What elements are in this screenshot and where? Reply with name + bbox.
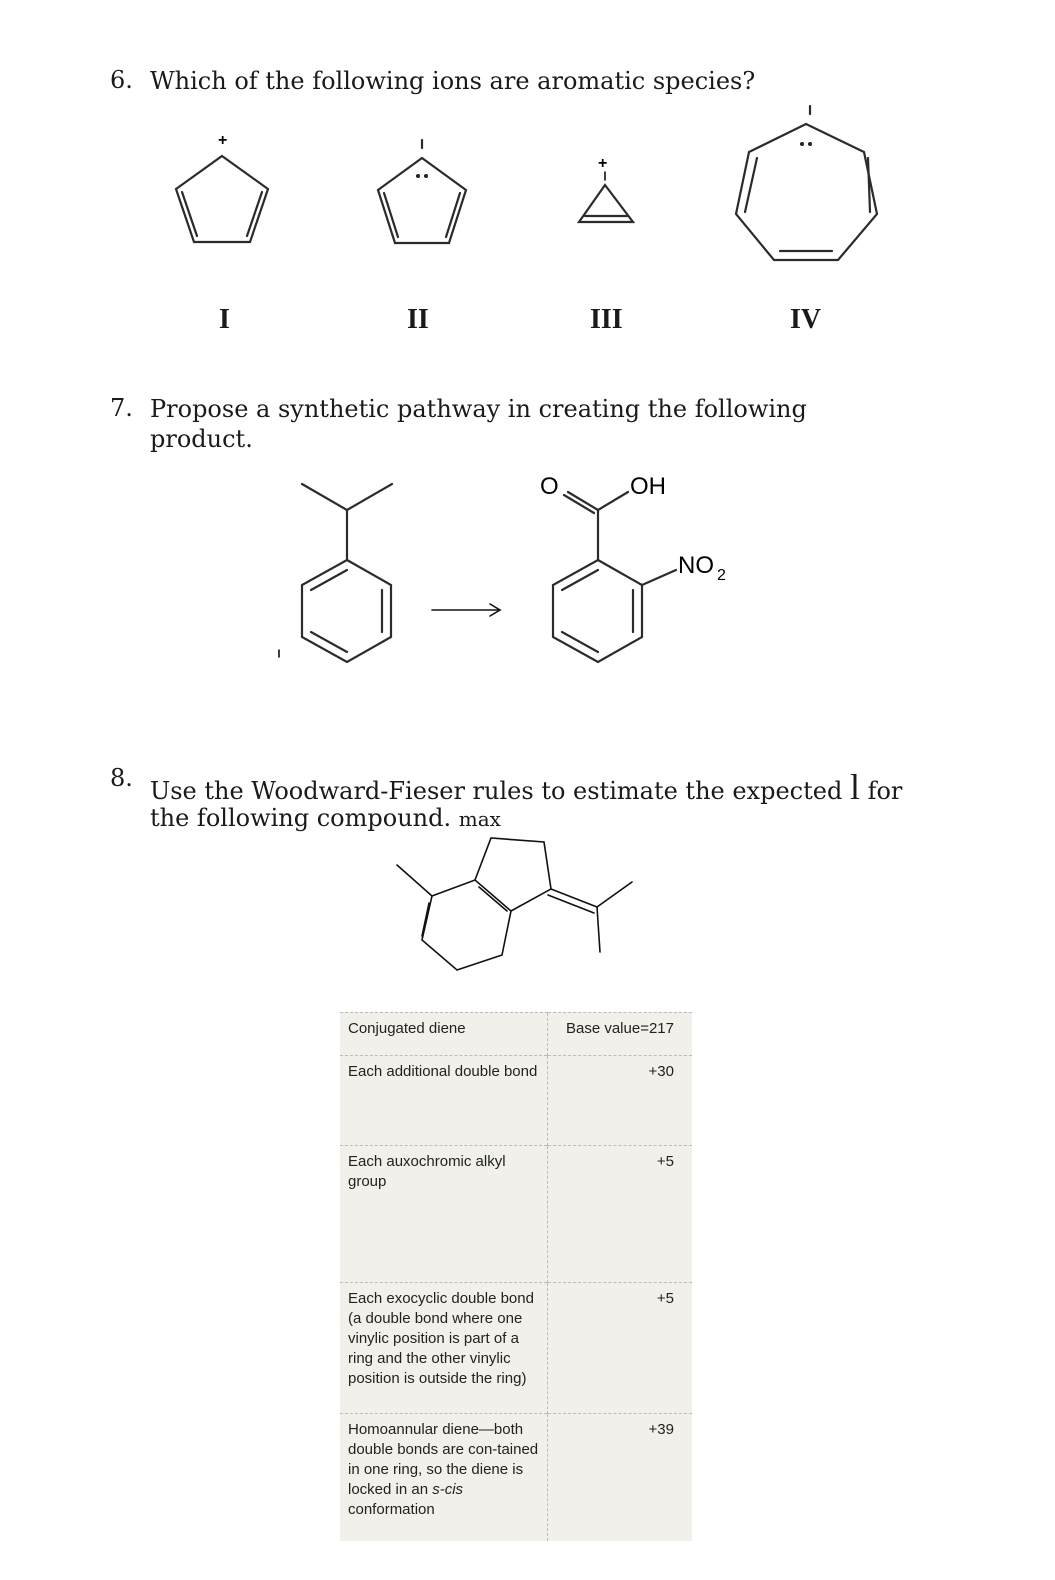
row-label-part1: Homoannular diene—both double bonds are con-tained in one ring, so the diene is locked in an	[348, 1421, 539, 1498]
row-label: Each additional double bond	[340, 1056, 548, 1146]
q8-text-part2: for	[859, 777, 903, 805]
q6-text: Which of the following ions are aromatic species?	[150, 67, 756, 95]
q8-text-part1: Use the Woodward-Fieser rules to estimate the expected	[150, 777, 850, 805]
cyclopropenyl-cation	[579, 155, 633, 222]
row-label: Conjugated diene	[340, 1013, 548, 1056]
row-value: +5	[548, 1283, 693, 1414]
table-row	[340, 1414, 692, 1541]
row-label	[340, 1414, 548, 1541]
q8-number: 8.	[110, 764, 133, 792]
isopropylbenzene	[302, 484, 392, 662]
lambda-symbol: l	[849, 767, 860, 807]
cyclopentadienyl-cation	[176, 132, 268, 242]
q7-text-line1: Propose a synthetic pathway in creating the following	[150, 395, 807, 423]
table-row	[340, 1056, 692, 1146]
q6-structures	[0, 0, 1055, 360]
label-ii: II	[407, 304, 429, 335]
q8-text-line1	[150, 767, 903, 807]
reaction-arrow	[432, 604, 500, 616]
label-iv: IV	[790, 304, 822, 335]
row-label-part2: conformation	[348, 1501, 435, 1518]
woodward-fieser-table	[340, 1012, 692, 1541]
q8-compound	[0, 830, 1055, 980]
charge-plus-iii: +	[598, 155, 608, 172]
table-row	[340, 1283, 692, 1414]
lambda-max-subscript: max	[458, 807, 501, 831]
row-value: +30	[548, 1056, 693, 1146]
atom-nitro: NO	[678, 552, 714, 579]
row-label: Each exocyclic double bond (a double bond where one vinylic position is part of a ring and the other vinylic position is outside the ring)	[340, 1283, 548, 1414]
q7-text-line2: product.	[150, 425, 253, 453]
q8-text-line2-main: the following compound.	[150, 804, 452, 832]
row-label-emphasis: s-cis	[432, 1481, 464, 1498]
q7-number: 7.	[110, 394, 133, 422]
row-label: Each auxochromic alkyl group	[340, 1146, 548, 1283]
table-row	[340, 1013, 692, 1056]
row-value: +39	[548, 1414, 693, 1541]
atom-hydroxyl: OH	[630, 473, 666, 500]
cycloheptatrienyl-anion	[736, 106, 877, 260]
charge-plus-i: +	[218, 132, 228, 149]
q6-number: 6.	[110, 66, 133, 94]
row-value: Base value=217	[548, 1013, 693, 1056]
label-i: I	[219, 304, 230, 335]
atom-oxygen: O	[540, 473, 559, 500]
row-value: +5	[548, 1146, 693, 1283]
q7-reaction-scheme	[0, 460, 1055, 690]
cyclopentadienyl-anion	[378, 140, 466, 243]
table-row	[340, 1146, 692, 1283]
product-molecule	[540, 473, 726, 662]
atom-nitro-subscript: 2	[717, 567, 726, 584]
label-iii: III	[590, 304, 623, 335]
